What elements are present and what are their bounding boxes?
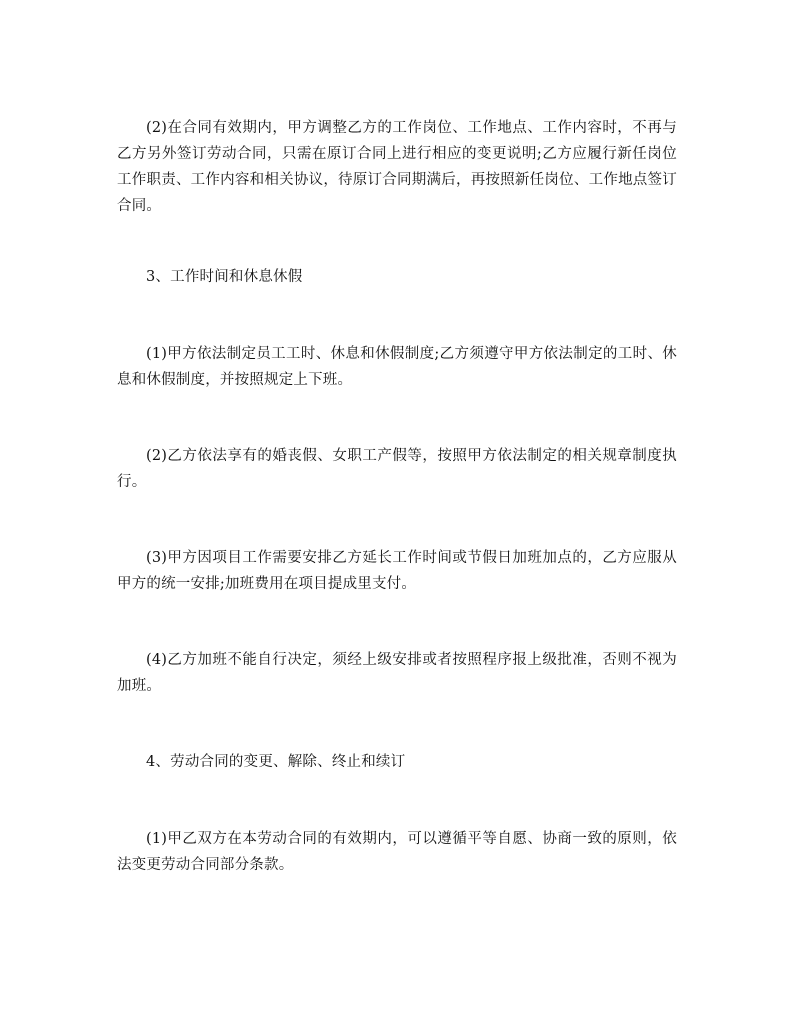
paragraph-overtime-approval: (4)乙方加班不能自行决定，须经上级安排或者按照程序报上级批准，否则不视为加班。 [117, 652, 677, 694]
section-heading-contract-change: 4、劳动合同的变更、解除、终止和续订 [146, 754, 406, 770]
section-heading-working-hours: 3、工作时间和休息休假 [146, 269, 303, 285]
paragraph-work-hours-rules: (1)甲方依法制定员工工时、休息和休假制度;乙方须遵守甲方依法制定的工时、休息和休假制度，并按照规定上下班。 [117, 346, 677, 388]
paragraph-job-change: (2)在合同有效期内，甲方调整乙方的工作岗位、工作地点、工作内容时，不再与乙方另外签订劳动合同，只需在原订合同上进行相应的变更说明;乙方应履行新任岗位工作职责、工作内容和相关协议，待原订合同期满后，再按照新任岗位、工作地点签订合同。 [117, 120, 677, 214]
paragraph-contract-amendment: (1)甲乙双方在本劳动合同的有效期内，可以遵循平等自愿、协商一致的原则，依法变更劳动合同部分条款。 [117, 831, 677, 873]
paragraph-leave-rights: (2)乙方依法享有的婚丧假、女职工产假等，按照甲方依法制定的相关规章制度执行。 [117, 448, 677, 490]
paragraph-overtime-arrangement: (3)甲方因项目工作需要安排乙方延长工作时间或节假日加班加点的，乙方应服从甲方的统一安排;加班费用在项目提成里支付。 [117, 550, 677, 592]
